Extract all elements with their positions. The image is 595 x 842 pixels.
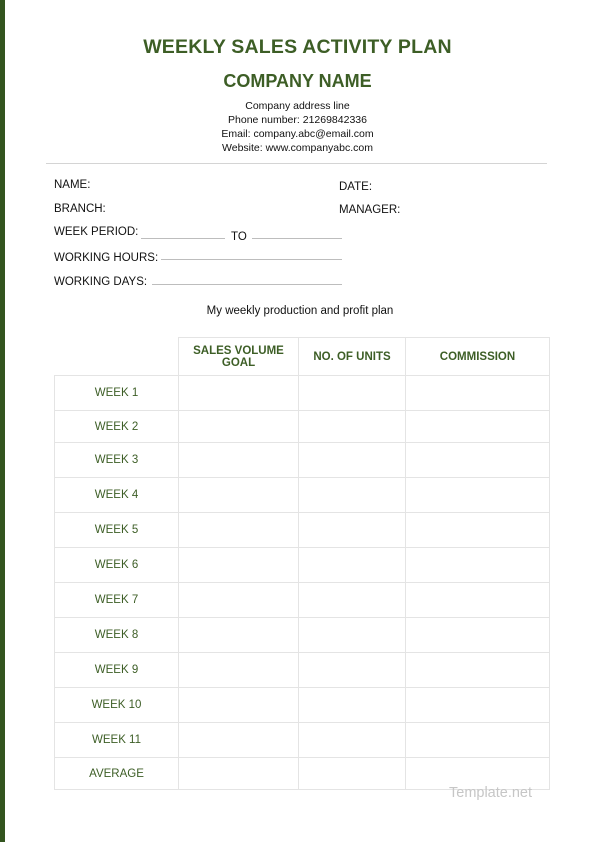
commission-cell[interactable] bbox=[406, 443, 550, 478]
sales-volume-goal-cell[interactable] bbox=[179, 618, 299, 653]
no-of-units-cell[interactable] bbox=[299, 688, 406, 723]
week-period-to-line[interactable] bbox=[252, 238, 342, 239]
header-divider bbox=[46, 163, 547, 164]
sales-volume-goal-cell[interactable] bbox=[179, 376, 299, 411]
company-website: Website: www.companyabc.com bbox=[222, 142, 373, 154]
table-row bbox=[55, 583, 550, 618]
row-label: WEEK 9 bbox=[55, 653, 179, 688]
sales-volume-goal-cell[interactable] bbox=[179, 513, 299, 548]
table-row bbox=[55, 548, 550, 583]
sales-volume-goal-cell[interactable] bbox=[179, 583, 299, 618]
commission-cell[interactable] bbox=[406, 376, 550, 411]
table-row bbox=[55, 653, 550, 688]
working-hours-line[interactable] bbox=[161, 259, 342, 260]
no-of-units-cell[interactable] bbox=[299, 513, 406, 548]
company-name: COMPANY NAME bbox=[223, 71, 372, 91]
row-label: WEEK 11 bbox=[55, 723, 179, 758]
week-period-from-line[interactable] bbox=[141, 238, 225, 239]
weekly-plan-table bbox=[54, 337, 550, 790]
no-of-units-cell[interactable] bbox=[299, 618, 406, 653]
no-of-units-cell[interactable] bbox=[299, 411, 406, 443]
table-row bbox=[55, 443, 550, 478]
commission-cell[interactable] bbox=[406, 688, 550, 723]
week-period-label: WEEK PERIOD: bbox=[54, 226, 139, 238]
no-of-units-cell[interactable] bbox=[299, 376, 406, 411]
header-blank-cell bbox=[55, 338, 179, 376]
header-commission: COMMISSION bbox=[406, 338, 550, 376]
table-row bbox=[55, 513, 550, 548]
no-of-units-cell[interactable] bbox=[299, 758, 406, 790]
row-label: WEEK 2 bbox=[55, 411, 179, 443]
company-address: Company address line bbox=[245, 100, 350, 112]
company-email: Email: company.abc@email.com bbox=[221, 128, 374, 140]
date-label: DATE: bbox=[339, 181, 373, 193]
table-header-row bbox=[55, 338, 550, 376]
commission-cell[interactable] bbox=[406, 548, 550, 583]
commission-cell[interactable] bbox=[406, 653, 550, 688]
row-label: WEEK 6 bbox=[55, 548, 179, 583]
sales-volume-goal-cell[interactable] bbox=[179, 653, 299, 688]
no-of-units-cell[interactable] bbox=[299, 583, 406, 618]
table-row bbox=[55, 688, 550, 723]
row-label: WEEK 4 bbox=[55, 478, 179, 513]
sales-volume-goal-cell[interactable] bbox=[179, 758, 299, 790]
commission-cell[interactable] bbox=[406, 513, 550, 548]
no-of-units-cell[interactable] bbox=[299, 723, 406, 758]
commission-cell[interactable] bbox=[406, 411, 550, 443]
commission-cell[interactable] bbox=[406, 618, 550, 653]
to-label: TO bbox=[231, 231, 247, 243]
row-label: AVERAGE bbox=[55, 758, 179, 790]
commission-cell[interactable] bbox=[406, 723, 550, 758]
sales-volume-goal-cell[interactable] bbox=[179, 443, 299, 478]
sales-volume-goal-cell[interactable] bbox=[179, 548, 299, 583]
commission-cell[interactable] bbox=[406, 478, 550, 513]
company-phone: Phone number: 21269842336 bbox=[228, 114, 367, 126]
manager-label: MANAGER: bbox=[339, 204, 401, 216]
no-of-units-cell[interactable] bbox=[299, 548, 406, 583]
watermark: Template.net bbox=[449, 785, 533, 801]
table-row bbox=[55, 411, 550, 443]
branch-label: BRANCH: bbox=[54, 203, 106, 215]
name-label: NAME: bbox=[54, 179, 91, 191]
row-label: WEEK 8 bbox=[55, 618, 179, 653]
sales-volume-goal-cell[interactable] bbox=[179, 723, 299, 758]
header-no-of-units: NO. OF UNITS bbox=[299, 338, 406, 376]
table-row bbox=[55, 478, 550, 513]
no-of-units-cell[interactable] bbox=[299, 443, 406, 478]
working-days-line[interactable] bbox=[152, 284, 342, 285]
working-days-label: WORKING DAYS: bbox=[54, 276, 148, 288]
sales-volume-goal-cell[interactable] bbox=[179, 411, 299, 443]
no-of-units-cell[interactable] bbox=[299, 653, 406, 688]
no-of-units-cell[interactable] bbox=[299, 478, 406, 513]
table-row bbox=[55, 376, 550, 411]
table-row bbox=[55, 723, 550, 758]
working-hours-label: WORKING HOURS: bbox=[54, 252, 159, 264]
sales-volume-goal-cell[interactable] bbox=[179, 478, 299, 513]
row-label: WEEK 1 bbox=[55, 376, 179, 411]
table-row bbox=[55, 618, 550, 653]
row-label: WEEK 3 bbox=[55, 443, 179, 478]
row-label: WEEK 7 bbox=[55, 583, 179, 618]
commission-cell[interactable] bbox=[406, 583, 550, 618]
page-left-border bbox=[0, 0, 5, 842]
header-sales-volume-goal: SALES VOLUME GOAL bbox=[179, 338, 299, 376]
row-label: WEEK 10 bbox=[55, 688, 179, 723]
document-title: WEEKLY SALES ACTIVITY PLAN bbox=[143, 36, 452, 58]
plan-subtitle: My weekly production and profit plan bbox=[206, 305, 394, 317]
row-label: WEEK 5 bbox=[55, 513, 179, 548]
sales-volume-goal-cell[interactable] bbox=[179, 688, 299, 723]
